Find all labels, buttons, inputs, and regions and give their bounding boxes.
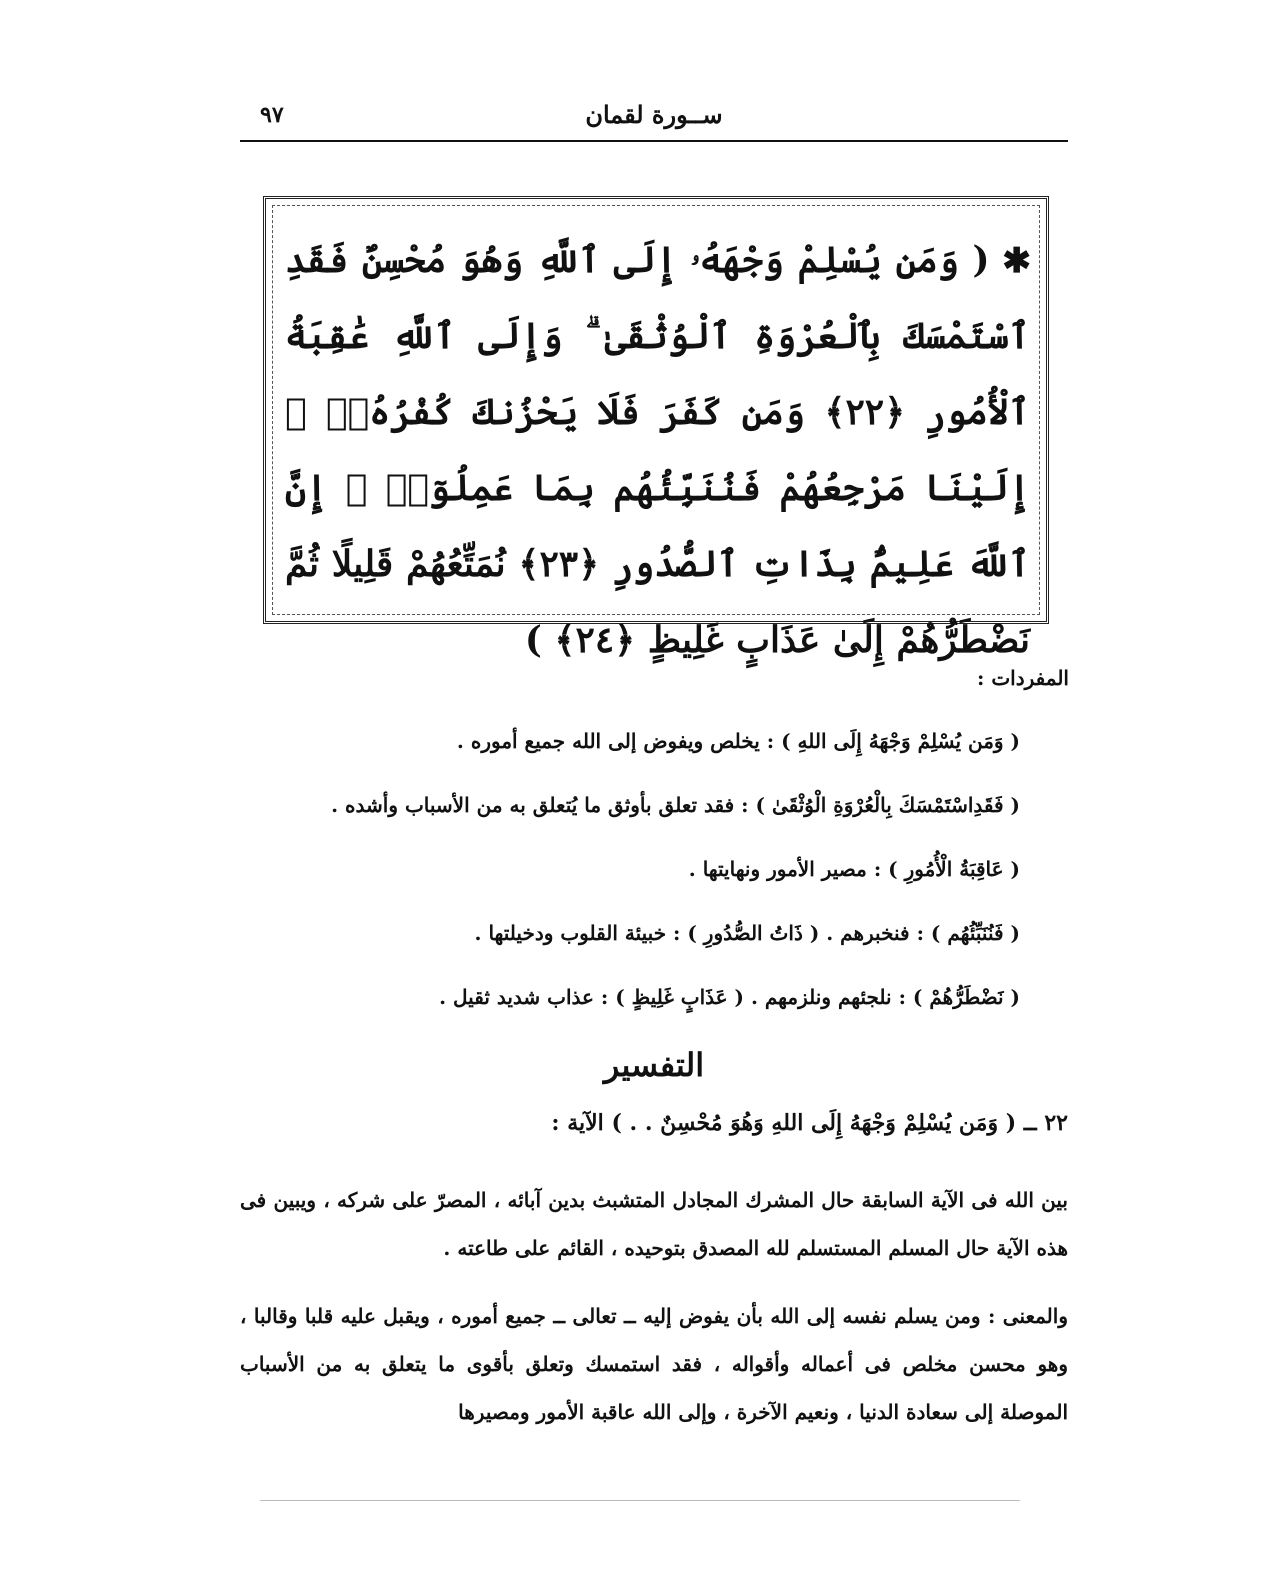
quran-verse-text: ✱ ( وَمَن يُسْلِمْ وَجْهَهُۥ إِلَى ٱللَّهِ وَهُوَ مُحْسِنٌ فَقَدِ ٱسْتَمْسَكَ بِٱلْعُرْوَةِ ٱلْوُثْقَىٰ ۗ وَإِلَى ٱللَّهِ عَٰقِبَةُ ٱلْأُمُورِ ﴿٢٢﴾ وَمَن كَفَرَ فَلَا يَحْزُنكَ كُفْرُهُۥٓ ۚ إِلَيْنَا مَرْجِعُهُمْ فَنُنَبِّئُهُم بِمَا عَمِلُوٓا۟ ۚ إِنَّ ٱللَّهَ عَلِيمٌۢ بِذَاتِ ٱلصُّدُورِ ﴿٢٣﴾ نُمَتِّعُهُمْ قَلِيلًا ثُمَّ نَضْطَرُّهُمْ إِلَىٰ عَذَابٍ غَلِيظٍ ﴿٢٤﴾ ) (285, 239, 1030, 661)
vocabulary-item: ( فَنُنَبِّئُهُم ) : فنخبرهم . ( ذَاتُ الصُّدُورِ ) : خبيئة القلوب ودخيلتها . (474, 921, 1020, 945)
vocabulary-heading: المفردات : (976, 666, 1069, 690)
header-rule (240, 140, 1068, 142)
surah-title: ســورة لقمان (585, 100, 723, 129)
vocabulary-item: ( عَاقِبَةُ الْأُمُورِ ) : مصير الأمور ونهايتها . (688, 857, 1020, 881)
page-header (240, 98, 1068, 138)
vocabulary-list (240, 716, 1020, 1036)
tafsir-heading: التفسير (603, 1046, 705, 1084)
page-number: ٩٧ (260, 102, 284, 128)
vocabulary-item: ( وَمَن يُسْلِمْ وَجْهَهُ إِلَى اللهِ ) : يخلص ويفوض إلى الله جميع أموره . (456, 729, 1020, 753)
tafsir-verse-reference: ٢٢ ــ ( وَمَن يُسْلِمْ وَجْهَهُ إِلَى اللهِ وَهُوَ مُحْسِنٌ . . ) الآية : (551, 1110, 1068, 1136)
vocabulary-item: ( فَقَدِاسْتَمْسَكَ بِالْعُرْوَةِ الْوُثْقَىٰ ) : فقد تعلق بأوثق ما يُتعلق به من الأسباب وأشده . (331, 793, 1020, 817)
vocabulary-item: ( نَضْطَرُّهُمْ ) : نلجئهم ونلزمهم . ( عَذَابٍ غَلِيظٍ ) : عذاب شديد ثقيل . (439, 985, 1020, 1009)
tafsir-paragraph-1: بين الله فى الآية السابقة حال المشرك المجادل المتشبث بدين آبائه ، المصرّ على شركه ، ويبين فى هذه الآية حال المسلم المستسلم لله المصدق بتوحيده ، القائم على طاعته . (240, 1188, 1068, 1260)
tafsir-paragraph-2: والمعنى : ومن يسلم نفسه إلى الله بأن يفوض إليه ــ تعالى ــ جميع أموره ، ويقبل عليه قلبا وقالبا ، وهو محسن مخلص فى أعماله وأقواله ، فقد استمسك وتعلق بأقوى ما يتعلق به من الأسباب الموصلة إلى سعادة الدنيا ، ونعيم الآخرة ، وإلى الله عاقبة الأمور ومصيرها (240, 1304, 1068, 1424)
footer-rule (260, 1500, 1020, 1501)
